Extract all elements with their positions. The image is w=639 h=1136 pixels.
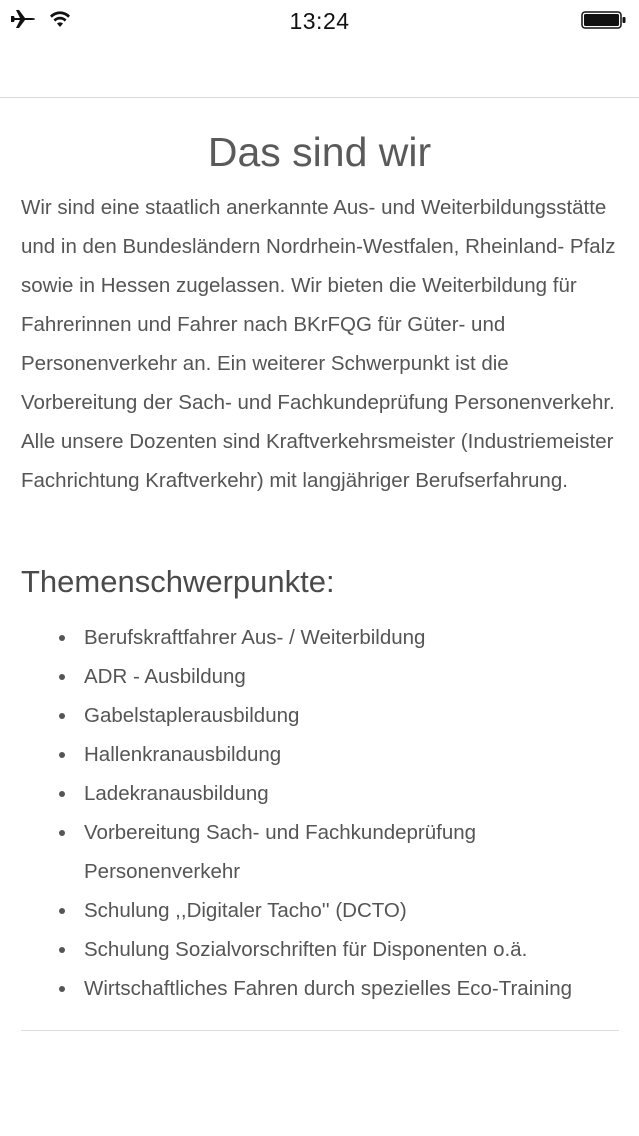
list-item-label: Vorbereitung Sach- und Fachkundeprüfung Personenverkehr (84, 821, 477, 883)
page-content (0, 98, 639, 1031)
status-bar (0, 0, 639, 40)
list-item-label: Gabelstaplerausbildung (84, 704, 300, 727)
list-item-label: ADR - Ausbildung (84, 665, 246, 688)
page-title: Das sind wir (207, 129, 432, 175)
bullet-icon (59, 635, 65, 641)
list-item (0, 930, 639, 969)
bullet-icon (59, 713, 65, 719)
list-item (0, 813, 639, 891)
list-item-label: Berufskraftfahrer Aus- / Weiterbildung (84, 626, 426, 649)
list-item (0, 657, 639, 696)
list-item-label: Hallenkranausbildung (84, 743, 282, 766)
bullet-icon (59, 986, 65, 992)
list-item-label: Schulung Sozialvorschriften für Disponenten o.ä. (84, 938, 528, 961)
list-item (0, 735, 639, 774)
bullet-icon (59, 908, 65, 914)
divider (21, 1030, 619, 1031)
navigation-bar (0, 40, 639, 98)
bullet-icon (59, 791, 65, 797)
bullet-icon (59, 674, 65, 680)
bullet-icon (59, 947, 65, 953)
list-item-label: Wirtschaftliches Fahren durch spezielles Eco-Training (84, 977, 573, 1000)
list-item (0, 891, 639, 930)
status-time: 13:24 (289, 8, 350, 34)
section-heading: Themenschwerpunkte: (21, 564, 335, 599)
battery-icon (581, 10, 627, 35)
bullet-icon (59, 752, 65, 758)
list-item (0, 774, 639, 813)
list-item-label: Schulung ,,Digitaler Tacho'' (DCTO) (84, 899, 407, 922)
list-item (0, 618, 639, 657)
bullet-icon (59, 830, 65, 836)
list-item (0, 969, 639, 1008)
topics-list (0, 618, 639, 1008)
list-item (0, 696, 639, 735)
list-item-label: Ladekranausbildung (84, 782, 269, 805)
intro-paragraph: Wir sind eine staatlich anerkannte Aus- und Weiterbildungsstätte und in den Bundesländern Nordrhein-Westfalen, Rheinland- Pfalz sowie in Hessen zugelassen. Wir bieten die Weiterbildung für Fahrerinnen und Fahrer nach BKrFQG für Güter- und Personenverkehr an. Ein weiterer Schwerpunkt ist die Vorbereitung der Sach- und Fachkundeprüfung Personenverkehr. Alle unsere Dozenten sind Kraftverkehrsmeister (Industriemeister Fachrichtung Kraftverkehr) mit langjähriger Berufserfahrung. (21, 196, 616, 492)
